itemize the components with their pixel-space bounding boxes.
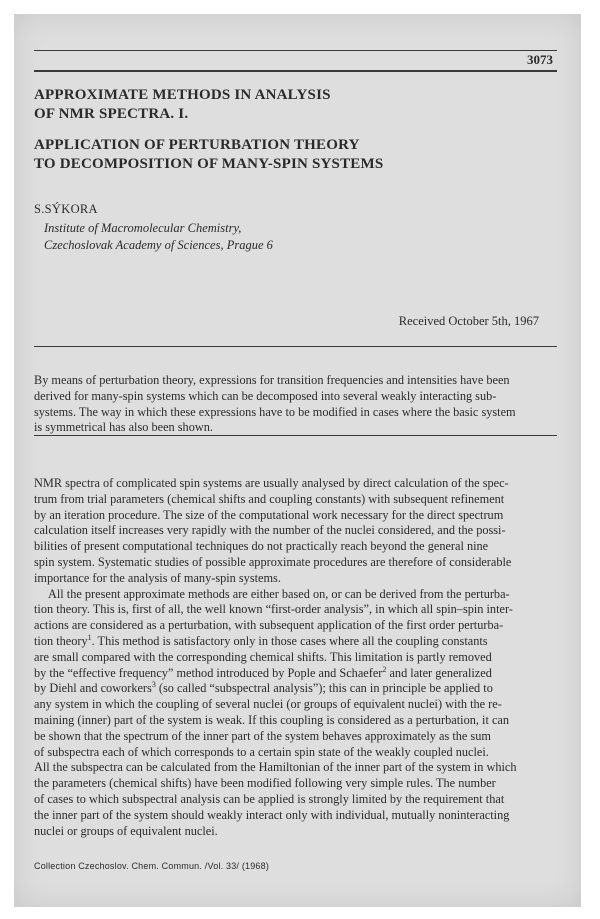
top-rule-thick [34,70,557,72]
body-line: trum from trial parameters (chemical shifts and coupling constants) with subsequent refinement [34,491,505,506]
author-name: S.SÝKORA [34,202,98,216]
body-line: nuclei or groups of equivalent nuclei. [34,823,218,838]
reference-marker: 3 [151,680,156,690]
body-line: spin system. Systematic studies of possible approximate procedures are therefore of considerable [34,554,512,569]
body-line: by an iteration procedure. The size of the computational work necessary for the direct spectrum [34,507,504,522]
body-line: bilities of present computational techniques do not practically reach beyond the general nine [34,539,489,554]
affiliation-line: Czechoslovak Academy of Sciences, Prague 6 [44,238,273,252]
body-line: by the “effective frequency” method introduced by Pople and Schaefer$^2$ and later generalized [34,664,492,680]
body-line: NMR spectra of complicated spin systems are usually analysed by direct calculation of the spec- [34,476,509,490]
body-line: tion theory. This is, first of all, the well known “first-order analysis”, in which all spin–spin inter- [34,602,513,617]
body-line: of subspectra each of which corresponds to a certain spin state of the weakly coupled nuclei. [34,744,489,759]
journal-page [14,14,581,907]
abstract-line: By means of perturbation theory, expressions for transition frequencies and intensities have been [34,373,510,387]
body-line: any system in which the coupling of several nuclei (or groups of equivalent nuclei) with the re- [34,697,502,712]
reference-marker: 2 [382,664,387,674]
body-line: by Diehl and coworkers$^3$ (so called “subspectral analysis”); this can in principle be applied to [34,680,493,696]
subtitle-line: APPLICATION OF PERTURBATION THEORY [34,137,360,153]
abstract-line: systems. The way in which these expressions have to be modified in cases where the basic system [34,404,516,419]
subtitle-line: TO DECOMPOSITION OF MANY-SPIN SYSTEMS [34,156,384,172]
body-line: be shown that the spectrum of the inner part of the system behaves approximately as the sum [34,728,491,743]
body-line: the inner part of the system should weakly interact only with individual, mutually noninteracting [34,807,510,822]
body-line: maining (inner) part of the system is weak. If this coupling is considered as a perturbation, it can [34,712,510,727]
body-line: are small compared with the corresponding chemical shifts. This limitation is partly removed [34,649,492,664]
article-title [34,86,554,174]
abstract-bottom-rule [34,435,557,436]
affiliation-line: Institute of Macromolecular Chemistry, [44,221,242,235]
body-line: actions are considered as a perturbation, with subsequent application of the first order perturba- [34,618,504,633]
page-number: 3073 [527,52,553,67]
received-date: Received October 5th, 1967 [398,314,539,328]
body-line: All the subspectra can be calculated from the Hamiltonian of the inner part of the system in which [34,760,517,775]
abstract-line: is symmetrical has also been shown. [34,420,213,435]
abstract-line: derived for many-spin systems which can be decomposed into several weakly interacting sub- [34,388,497,403]
body-line: tion theory$^1$. This method is satisfactory only in those cases where all the coupling constants [34,632,488,648]
body-line: All the present approximate methods are either based on, or can be derived from the perturba- [48,586,510,601]
title-line: APPROXIMATE METHODS IN ANALYSIS [34,87,331,103]
body-text [34,476,557,839]
body-line: calculation itself increases very rapidly with the number of the nuclei considered, and the possi- [34,523,506,538]
abstract-top-rule [34,346,557,347]
reference-marker: 1 [87,632,92,642]
body-line: the parameters (chemical shifts) have been modified following very simple rules. The number [34,776,496,791]
body-line: importance for the analysis of many-spin systems. [34,570,281,585]
author-affiliation [44,220,273,254]
body-line: of cases to which subspectral analysis can be applied is strongly limited by the requirement that [34,791,505,806]
abstract [34,373,557,436]
journal-citation-footer: Collection Czechoslov. Chem. Commun. /Vol. 33/ (1968) [34,861,270,871]
top-rule-thin [34,50,557,51]
title-line: OF NMR SPECTRA. I. [34,106,189,122]
